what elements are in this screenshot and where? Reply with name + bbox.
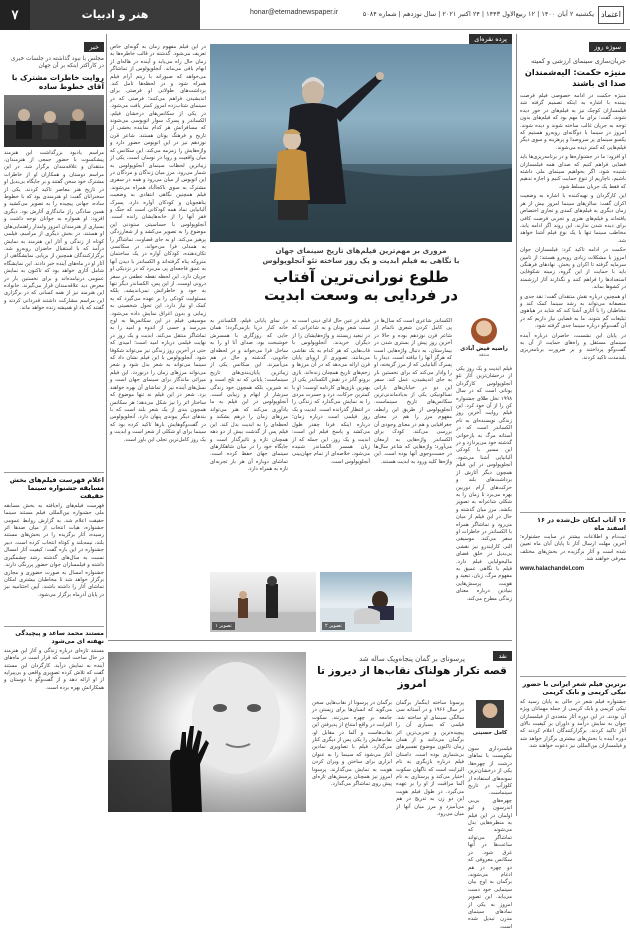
section-email: honar@etemadnewspaper.ir <box>250 9 339 16</box>
section-divider <box>108 640 512 641</box>
masthead <box>0 0 630 30</box>
left-kicker-3: مستند محمد ساعد و پیچیدگی نهفته ای می‌شود <box>15 629 104 645</box>
critique-kicker: پرسوناى بر گمان پنجاه‌ویک ساله شد <box>359 655 465 663</box>
left-photo <box>4 95 104 147</box>
critique-author-avatar <box>476 700 504 728</box>
feature-body-col-1: فیلم ابدیت و یک روز یکی از درخشان‌ترین آثار تئو آنجلوپولوس کارگردان یونانی است که در سال ۱۹۹۸ نخل طلای جشنواره کن را از آن خود کرد. این فیلم روایت آخرین روز زندگی نویسنده‌ای به نام الکساندر است که در آستانه مرگ به بازخوانی گذشته خود می‌پردازد و در این مسیر با کودکی آلبانیایی آشنا می‌شود. آنجلوپولوس در این فیلم همچون دیگر آثارش از برداشت‌های بلند و حرکت‌های آرام دوربین بهره می‌برد تا زمان را به شکلی شاعرانه به تصویر بکشد. مرز میان گذشته و حال در این فیلم از میان می‌رود و تماشاگر همراه با الکساندر در خاطرات او سفر می‌کند. موسیقی النی کارایندرو نیز نقشی بی‌بدیل در خلق فضای مالیخولیایی فیلم دارد. فیلم با نگاهی عمیق به مفهوم مرگ، زبان، تبعید و هویت، پرسش‌هایی بنیادین درباره معنای زندگی مطرح می‌کند. <box>456 366 512 602</box>
section-tag: خبر <box>84 42 104 52</box>
page-number: ۷ <box>0 0 30 30</box>
left-body-2: فهرست فیلم‌های راه‌یافته به بخش مسابقه ملی جشنواره بین‌المللی فیلم مستند سینما حقیقت اعلام شد. به گزارش روابط عمومی جشنواره، هیات انتخاب از میان صدها اثر رسیده، آثار برگزیده را در بخش‌های مستند بلند، نیمه‌بلند و کوتاه انتخاب کرده است. دبیر جشنواره در این باره گفت: کیفیت آثار امسال نسبت به سال‌های گذشته رشد چشمگیری داشته و فیلمسازان جوان حضور پررنگی دارند. جشنواره امسال به صورت حضوری و مجازی برگزار خواهد شد تا مخاطبان بیشتری امکان تماشای آثار را داشته باشند. آیین اختتامیه نیز در پایان آذرماه برگزار می‌شود. <box>4 502 104 598</box>
film-still-illustration <box>210 44 512 242</box>
bottom-news-body: جشنواره فیلم شعر در حالی به پایان رسید که نیکی کریمی و بابک کریمی از جمله مهمانان ویژه آن بودند. در این دوره آثار متعددی از فیلمسازان جوان به نمایش درآمد و داوران بر کیفیت بالای آثار تاکید کردند. برگزارکنندگان اعلام کردند که دوره آینده با بخش‌های بیشتری برگزار خواهد شد و فیلمسازان بین‌المللی نیز دعوت خواهند شد. <box>520 698 626 750</box>
paragraph: منیژه حکمت در ادامه خصوصی فیلم فرصت بیننده با اشاره به اینکه تصمیم گرفته شد فیلمسازان کوچک نیز به فیلم‌های در خور دیده شوند، گفت: برای ما مهم بود که فیلم‌های بدون توجه به جریان غالب ساخته شوند و دیده شوند. امروز در سینما با دوگانه‌ای روبه‌رو هستیم که یکسو سینمای پر سروصدا و پرهزینه و سوی دیگر فیلم‌هایی که کمتر دیده می‌شوند. <box>520 93 626 151</box>
middle-column-body: در این فیلم مفهوم زمان به گونه‌ای خاص تعریف می‌شود. گذشته در قالب خاطره‌ها به زمان حال راه می‌یابد و آینده در هاله‌ای از ابهام باقی می‌ماند. آنجلوپولوس از تماشاگر می‌خواهد که صبورانه با ریتم آرام فیلم همراه شود و در لحظه‌ها تامل کند. برداشت‌های طولانی او فرصتی برای اندیشیدن فراهم می‌کنند؛ فرصتی که در سینمای شتاب‌زده امروز کمتر یافت می‌شود. در یکی از سکانس‌های درخشان فیلم، الکساندر و پسرک سوار اتوبوسی می‌شوند که مسافرانش هر کدام نماینده بخشی از تاریخ و فرهنگ یونان هستند. شاعر قرن نوزدهم نیز در این اتوبوس حضور دارد و واژه‌هایش را زمزمه می‌کند. این سکانس که میان واقعیت و رویا در نوسان است، یکی از زیباترین لحظات سینمای آنجلوپولوس به شمار می‌رود. مرز میان زندگان و مردگان در این اتوبوس از میان می‌رود و همه در سفری مشترک به سوی ناکجاآباد همراه می‌شوند. فیلم همچنین نگاهی انتقادی به وضعیت پناهجویان و کودکان آواره دارد. پسرک آلبانیایی نماد همه کودکانی است که جنگ و فقر آنها را از خانه‌هایشان رانده است. آنجلوپولوس با حساسیتی ستودنی این موضوع را به تصویر می‌کشد و از شعارزدگی پرهیز می‌کند. او به جای قضاوت، تماشاگر را به همدلی فرا می‌خواند. در سکانسی تکان‌دهنده، کودکان آواره در یک ساختمان متروکه پناه گرفته‌اند و الکساندر با دیدن آنها به عمق فاجعه‌ای پی می‌برد که در نزدیکی او جریان دارد. این لحظه نقطه عطفی در سفر درونی اوست. از این پس، الکساندر دیگر تنها به خود و خاطراتش نمی‌اندیشد، بلکه مسئولیت کودکی را بر عهده می‌گیرد که به کمک او نیاز دارد. این تحول شخصیتی به زیبایی و بدون اغراق نمایش داده می‌شود. موسیقی فیلم در این سکانس‌ها به اوج می‌رسد و حسی از اندوه و امید را به تماشاگر منتقل می‌کند. ابدیت و یک روز در نهایت فیلمی درباره امید است؛ امیدی که حتی در آخرین روز زندگی نیز می‌تواند شکوفا شود. آنجلوپولوس با این فیلم نشان داد که سینما می‌تواند به شعر بدل شود و شعر می‌تواند مرزهای زمان را درنوردد. این فیلم میراثی ماندگار برای سینمای جهان است و نسل‌های آینده نیز از تماشای آن بهره خواهند برد. شعر در این فیلم نه تنها موضوع که ساختار اثر را نیز شکل می‌دهد؛ هر سکانس همچون بندی از یک شعر بلند است که با بندهای دیگر پیوندی پنهان دارد. آنجلوپولوس در گفت‌وگوهایش بارها تاکید کرده بود که سینما برای او شکلی از شعر است و ابدیت و یک روز کامل‌ترین تجلی این باور است. <box>110 44 206 443</box>
left-body-3: مستند تازه‌ای درباره زندگی و آثار این هنرمند در حال ساخت است که قرار است در ماه‌های آینده به نمایش درآید. کارگردان این مستند گفت که تلاش کرده تصویری واقعی و بی‌پیرایه از او ارائه دهد و از گفت‌وگو با دوستان و همکارانش بهره برده است. <box>4 647 104 691</box>
critique-tag: نقد <box>493 651 512 661</box>
author-role: منتقد <box>478 352 490 358</box>
photo-caption: تصویر ۱ <box>212 622 235 630</box>
announcement-body: ثبت‌نام و اطلاعات بیشتر در سایت جشنواره؛ آخرین مهلت ارسال آثار تا پایان آبان ماه تعیین شده است و آثار برگزیده در بخش‌های مختلف معرفی خواهند شد. <box>520 534 626 563</box>
article-body <box>520 93 626 362</box>
feature-kicker-2: با نگاهی به فیلم ابدیت و یک روز ساخته تئو آنجلوپولوس <box>262 256 460 265</box>
feature-photo <box>210 44 512 242</box>
feature-body-col-2: الکساندر شاعری است که سال‌ها در پی کامل کردن شعری ناتمام از شاعر قرن نوزدهم بوده و حالا در آخرین روز پیش از بستری شدن در بیمارستان، به دنبال واژه‌هایی است که هرگز آنها را نیافته است. دیدار با پسرک آلبانیایی که از مرز گریخته، او را وادار می‌کند که برای نخستین بار به جای اندیشیدن، عمل کند. سفر این دو در خیابان‌های بارانی تسالونیکی یکی از به‌یادماندنی‌ترین سکانس‌های تاریخ سینماست. آنجلوپولوس از طریق این رابطه، مفهوم مرز را هم در معنای جغرافیایی و هم در معنای وجودی آن بررسی می‌کند. کودک برای الکساندر واژه‌هایی به ارمغان می‌آورد؛ واژه‌هایی که شاعر سال‌ها در جست‌وجوی آنها بوده است. این واژه‌ها کلید ورود به ابدیت هستند. <box>374 318 452 465</box>
author-name: راضیه فیض آبادی <box>460 346 508 352</box>
left-column <box>4 34 104 816</box>
critique-body-col-0: فیلمبرداری سون نیکویست با نماهای درشت از چهره‌ها، یکی از درخشان‌ترین نمونه‌های استفاده از کلوزآپ در تاریخ سینماست. چهره‌های بی‌بی اندرسون و لیو اولمان در این فیلم به منظره‌هایی بدل می‌شوند که تماشاگر می‌تواند ساعت‌ها در آنها غرق شود. در سکانس معروفی که دو چهره در هم ادغام می‌شوند، برگمان به اوج بیان سینمایی خود دست می‌یابد. این تصویر امروز به یکی از نمادهای سینمای مدرن تبدیل شده است. <box>468 746 512 930</box>
paragraph: او همچنین درباره نقش منتقدان گفت: نقد جدی و منصفانه می‌تواند به رشد سینما کمک کند و مخاطبان را با آثاری آشنا کند که شاید در هیاهوی تبلیغات گم شوند. ما به فضایی نیاز داریم که در آن گفت‌وگو درباره سینما جدی گرفته شود. <box>520 293 626 330</box>
ceremony-photo-illustration <box>4 95 104 147</box>
left-headline: روایت خاطرات مشترک با آقای خطوط ساده <box>11 72 104 92</box>
left-kicker: مجلس با نبود گذاشته در جلسات خبری در کاراکتر اینکه بر آن جهان <box>10 56 104 70</box>
feature-tag: پرده نقره‌ای <box>469 34 512 44</box>
critique-headline: قصه تکرار هولناک نقاب‌ها از دیروز تا امروز <box>317 665 507 690</box>
feature-heading <box>210 246 512 304</box>
critique-photo <box>108 652 306 812</box>
feature-body-col-3: فیلم در عین حال ادای دینی است به سنت شعر یونان و به شاعرانی که در تبعید زیستند و واژه‌هایشان را از دیگران خریدند. آنجلوپولوس با قاب‌هایی که هر کدام به یک نقاشی می‌مانند، تصویری از اروپای پایان قرن ارائه می‌دهد که در آن مرزها و زخم‌های تاریخ همچنان زنده‌اند. بازی برونو گانز در نقش الکساندر یکی از بهترین بازی‌های کارنامه اوست؛ او با کمترین حرکات، درد و حسرت مردی را به نمایش می‌گذارد که زندگی را در انتظار گذرانده است. ابدیت و یک روز فیلمی است درباره زمان؛ درباره اینکه فردا چقدر طول می‌کشد و پاسخ فیلم این است: ابدیت و یک روز. این جمله که از زبان همسر الکساندر شنیده می‌شود، خلاصه‌ای از تمام جهان‌بینی آنجلوپولوس است. <box>292 318 370 465</box>
left-body: مراسم یادبود بزرگداشت این هنرمند پیشکسوت با حضور جمعی از هنرمندان، منتقدان و علاقه‌مندان برگزار شد. در این مراسم دوستان و همکاران او از خاطرات مشترک خود سخن گفتند و بر جایگاه بی‌بدیل او در تاریخ هنر معاصر تاکید کردند. یکی از سخنرانان گفت: او هنرمندی بود که با خطوط ساده، جهانی پیچیده را به تصویر می‌کشید و همین سادگی راز ماندگاری آثارش بود. دیگری افزود: او همواره به جوانان توجه داشت و بسیاری از هنرمندان امروز وامدار راهنمایی‌های او هستند. در بخش دیگری از مراسم، فیلمی کوتاه از زندگی و آثار این هنرمند به نمایش درآمد که با استقبال حاضران روبه‌رو شد. برگزارکنندگان همچنین از برپایی نمایشگاهی از آثار او در ماه‌های آینده خبر دادند. این نمایشگاه شامل آثاری خواهد بود که تاکنون به نمایش عمومی درنیامده‌اند و برای نخستین بار در معرض دید علاقه‌مندان قرار می‌گیرند. خانواده این هنرمند نیز از همه کسانی که در برگزاری این مراسم مشارکت داشتند قدردانی کردند و گفتند که یاد او همیشه زنده خواهد ماند. <box>4 149 104 312</box>
feature-photo-3 <box>210 572 316 632</box>
newspaper-logo: اعتماد <box>598 6 624 24</box>
feature-body-col-4: در نمای پایانی فیلم، الکساندر به خانه کنار دریا بازمی‌گردد؛ همان جایی که روزگاری با همسرش خوشبخت بود. صدای آنا او را به ساحل فرا می‌خواند و در لحظه‌ای جادویی، گذشته و حال در هم می‌آمیزند. این سکانس یکی از زیباترین پایان‌بندی‌های تاریخ سینماست؛ پایانی که نه تلخ است و نه شیرین، بلکه همچون خود زندگی سرشار از ابهام و زیبایی است. آنجلوپولوس در این فیلم به ما یادآوری می‌کند که هنر می‌تواند مرزهای زمان را درهم بشکند و لحظه‌ای را به ابدیت بدل کند. این فیلم پس از گذشت بیش از دو دهه همچنان تازه و تاثیرگذار است و جایگاه خود را در میان شاهکارهای سینمای جهان حفظ کرده است. تماشای دوباره آن هر بار تجربه‌ای تازه به همراه دارد. <box>210 318 288 473</box>
author-box <box>456 318 512 364</box>
critique-author-name: کامل حسینی <box>472 730 508 736</box>
feature-headline-1: طلوع نورانی‌ترین آفتاب <box>273 268 449 286</box>
author-avatar <box>471 318 497 344</box>
feature-kicker-1: مروری بر مهم‌ترین فیلم‌های تاریخ سینمای جهان <box>275 246 447 255</box>
column-divider <box>516 34 517 816</box>
critique-author-box <box>468 700 512 744</box>
paragraph: در پایان این نشست، حاضران درباره آینده سینمای مستقل و راه‌های حمایت از آن به گفت‌وگو پرداختند و بر ضرورت برنامه‌ریزی بلندمدت تاکید کردند. <box>520 332 626 361</box>
feature-photo-2 <box>320 572 412 632</box>
bottom-news-kicker: برترین فیلم شعر ایرانی با حضور نیکی کریمی و بابک کریمی <box>522 680 626 697</box>
bottom-news <box>520 676 626 751</box>
announcement-box <box>520 512 626 572</box>
photo-caption: تصویر ۲ <box>322 622 345 630</box>
paragraph: حکمت در ادامه تاکید کرد: فیلمسازان جوان امروز با مشکلات زیادی روبه‌رو هستند؛ از تامین سرمایه گرفته تا اکران و پخش. نهادهای فرهنگی باید با حمایت از این گروه، زمینه شکوفایی استعدادها را فراهم کنند و نگذارند آثار ارزشمند در کشوها بماند. <box>520 247 626 291</box>
column-divider <box>106 34 107 638</box>
right-column <box>520 34 626 816</box>
section-tag: سوژه روز <box>589 42 626 52</box>
article-kicker: جریان‌سازی سینمای ارزشی و کمیته <box>530 57 626 65</box>
section-title: هنر و ادبیات <box>30 0 200 30</box>
article-headline: منیژه حکمت: الیه‌شمندان صدا ای باشند <box>524 67 626 88</box>
announcement-kicker: ۱۶ آثاب امکان حل‌شده در ۱۶ اسفند ماه <box>537 516 626 532</box>
critique-heading <box>312 655 512 699</box>
paragraph: این کارگردان و تهیه‌کننده با اشاره به وضعیت اکران گفت: سالن‌های سینما امروز بیش از هر زمان دیگری به فیلم‌های کمدی و تجاری اختصاص یافته‌اند و فیلم‌های هنری و تجربی فرصت کافی برای دیده شدن ندارند. این روند اگر ادامه یابد، مخاطب سینما تنها با یک نوع فیلم آشنا خواهد شد. <box>520 193 626 244</box>
critique-body-col-1: پرسونا ساخته اینگمار برگمان در سال ۱۹۶۶ و در آستانه سی سالگی سینمای او ساخته شد. فیلمی که بسیاری آن را پیچیده‌ترین و تجربی‌ترین اثر برگمان می‌دانند و از همان زمان تاکنون موضوع تفسیرهای بی‌شماری بوده است. داستان فیلم درباره بازیگری به نام الیزابت است که ناگهان سکوت اختیار می‌کند و پرستاری به نام آلما مراقبت از او را بر عهده می‌گیرد. در طول فیلم هویت این دو زن به تدریج در هم می‌آمیزد و مرز میان آنها از میان می‌رود. <box>396 700 464 818</box>
announcement-url: www.halachandel.com <box>520 565 585 572</box>
critique-body-col-2: برگمان در پرسونا از نقاب‌هایی سخن می‌گوید که انسان‌ها برای زیستن در جامعه بر چهره می‌زنند. سکوت الیزابت در واقع امتناع از پذیرفتن این نقاب‌هاست و آلما در مقابل او، نقاب‌هایش را یکی پس از دیگری کنار می‌گذارد. فیلم با تصاویری نمادین آغاز می‌شود که سینما را به عنوان ابزاری برای ساختن و ویران کردن هویت به نمایش می‌گذارند. پرسونا امروز نیز همچنان پرسش‌های تازه‌ای پیش روی تماشاگر می‌گذارد. <box>312 700 392 788</box>
persona-still-illustration <box>108 652 306 812</box>
issue-date: یکشنبه ۲ آبان ۱۴۰۰ | ۱۲ ربیع‌الاول ۱۴۴۳ | ۲۴ اکتبر ۲۰۲۱ | سال نوزدهم | شماره ۵۰۸۴ <box>362 10 594 18</box>
feature-headline-2: در فردایی به وسعت ابدیت <box>263 286 459 304</box>
left-kicker-2: اعلام فهرست فیلم‌های بخش مسابقه جشنواره سینما حقیقت <box>9 475 104 501</box>
paragraph: او افزود: ما در جشنواره‌ها و در برنامه‌ریزی‌ها باید فضایی فراهم کنیم که صدای همه فیلمسازان شنیده شود. اگر بخواهیم سینمای ملی داشته باشیم، ناچاریم از تنوع حمایت کنیم و اجازه ندهیم که فقط یک جریان مسلط شود. <box>520 154 626 190</box>
